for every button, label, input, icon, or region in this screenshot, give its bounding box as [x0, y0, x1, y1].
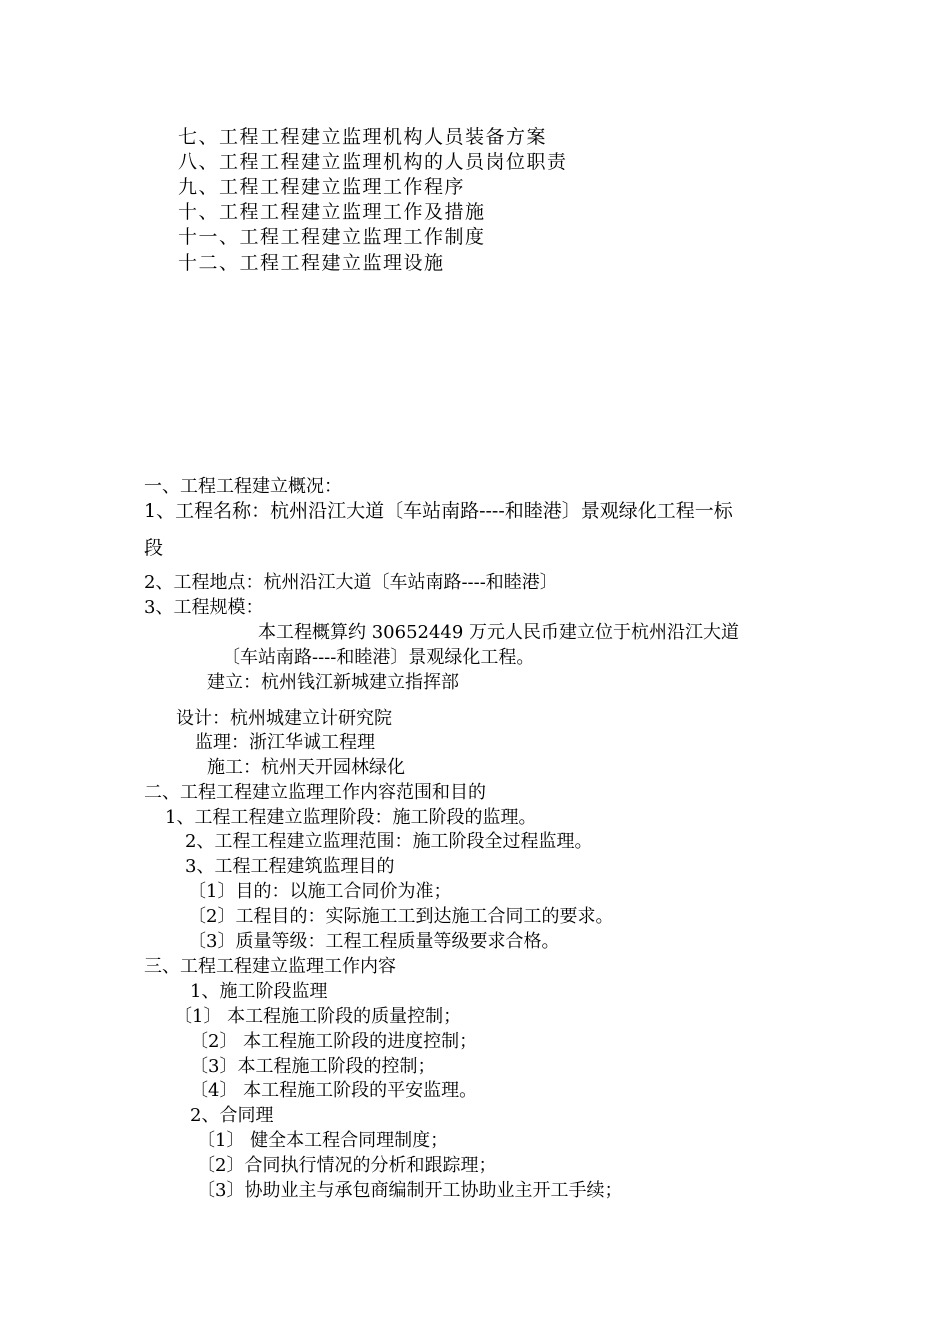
project-supervisor: 监理：浙江华诚工程理: [195, 732, 375, 753]
toc-item-12: 十二、工程工程建立监理设施: [178, 252, 445, 274]
project-designer: 设计：杭州城建立计研究院: [176, 708, 392, 729]
toc-item-7: 七、工程工程建立监理机构人员装备方案: [178, 126, 548, 148]
scope-range: 2、工程工程建立监理范围：施工阶段全过程监理。: [185, 831, 593, 852]
section-heading-content: 三、工程工程建立监理工作内容: [144, 956, 396, 977]
project-name-continued: 段: [144, 537, 164, 559]
project-scale-text-continued: 〔车站南路----和睦港〕景观绿化工程。: [222, 647, 535, 668]
construction-item-3: 〔3〕本工程施工阶段的控制；: [190, 1056, 436, 1077]
project-constructor: 施工：杭州天开园林绿化: [207, 757, 405, 778]
construction-item-2: 〔2〕 本工程施工阶段的进度控制；: [190, 1031, 478, 1052]
contract-item-3: 〔3〕协助业主与承包商编制开工协助业主开工手续；: [197, 1180, 623, 1201]
content-contract-management: 2、合同理: [190, 1105, 274, 1126]
construction-item-1: 〔1〕 本工程施工阶段的质量控制；: [174, 1006, 462, 1027]
toc-item-11: 十一、工程工程建立监理工作制度: [178, 226, 486, 248]
construction-item-4: 〔4〕 本工程施工阶段的平安监理。: [190, 1080, 478, 1101]
contract-item-2: 〔2〕合同执行情况的分析和跟踪理；: [197, 1155, 497, 1176]
toc-item-10: 十、工程工程建立监理工作及措施: [178, 201, 486, 223]
project-scale-label: 3、工程规模：: [144, 597, 264, 618]
scope-stage: 1、工程工程建立监理阶段：施工阶段的监理。: [165, 807, 537, 828]
project-builder: 建立：杭州钱江新城建立指挥部: [207, 672, 459, 693]
contract-item-1: 〔1〕 健全本工程合同理制度；: [197, 1130, 449, 1151]
toc-item-9: 九、工程工程建立监理工作程序: [178, 176, 466, 198]
section-heading-overview: 一、工程工程建立概况：: [144, 476, 342, 497]
project-scale-text: 本工程概算约 30652449 万元人民币建立位于杭州沿江大道: [258, 622, 740, 643]
purpose-item-3: 〔3〕质量等级：工程工程质量等级要求合格。: [188, 931, 560, 952]
toc-item-8: 八、工程工程建立监理机构的人员岗位职责: [178, 151, 568, 173]
scope-purpose-heading: 3、工程工程建筑监理目的: [185, 856, 395, 877]
project-name: 1、工程名称：杭州沿江大道〔车站南路----和睦港〕景观绿化工程一标: [144, 500, 733, 522]
project-location: 2、工程地点：杭州沿江大道〔车站南路----和睦港〕: [144, 572, 558, 593]
content-construction-stage: 1、施工阶段监理: [190, 981, 328, 1002]
purpose-item-2: 〔2〕工程目的：实际施工工到达施工合同工的要求。: [188, 906, 614, 927]
purpose-item-1: 〔1〕目的：以施工合同价为准；: [188, 881, 452, 902]
section-heading-scope: 二、工程工程建立监理工作内容范围和目的: [144, 782, 486, 803]
